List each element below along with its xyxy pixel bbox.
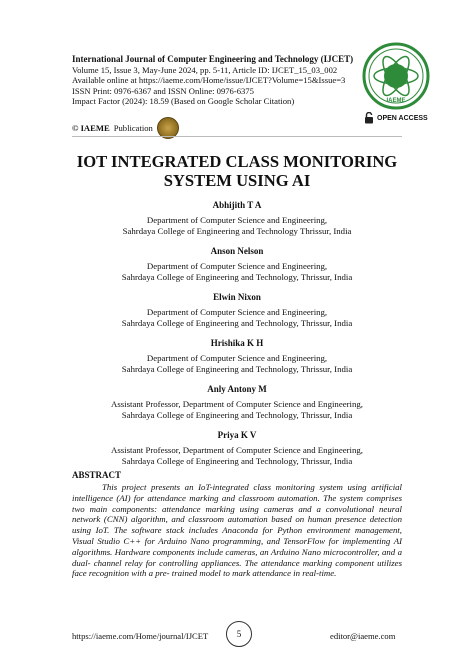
journal-name: International Journal of Computer Engineering and Technology (IJCET) xyxy=(72,54,354,64)
footer-journal-link[interactable]: https://iaeme.com/Home/journal/IJCET xyxy=(72,631,209,641)
impact-factor: Impact Factor (2024): 18.59 (Based on Google Scholar Citation) xyxy=(72,96,295,107)
author-name: Anson Nelson xyxy=(210,246,264,256)
title-line-2: SYSTEM USING AI xyxy=(163,171,311,190)
paper-title xyxy=(60,152,414,190)
author-affiliation: Assistant Professor, Department of Computer Science and Engineering, xyxy=(110,444,363,455)
issn-info: ISSN Print: 0976-6367 and ISSN Online: 0976-6375 xyxy=(72,85,254,96)
author-block xyxy=(60,200,414,246)
author-block xyxy=(60,338,414,384)
header-divider xyxy=(72,136,402,137)
available-online[interactable]: Available online at https://iaeme.com/Home/issue/IJCET?Volume=15&Issue=3 xyxy=(72,75,346,86)
author-affiliation: Sahrdaya College of Engineering and Technology, Thrissur, India xyxy=(121,271,353,282)
author-affiliation: Sahrdaya College of Engineering and Technology Thrissur, India xyxy=(122,225,352,236)
author-affiliation: Sahrdaya College of Engineering and Technology, Thrissur, India xyxy=(121,409,353,420)
author-block xyxy=(60,292,414,338)
volume-info: Volume 15, Issue 3, May-June 2024, pp. 5-11, Article ID: IJCET_15_03_002 xyxy=(72,64,338,75)
abstract-body: This project presents an IoT-integrated class monitoring system using artificial intelligence (AI) for attendance marking and classroom automation. The system comprises two main components: attendance marking using cameras and a convolutional neural network (CNN) algorithm, and classroom automation based on human presence detection using IoT. The software stack includes Anaconda for Python environment management, Visual Studio C++ for Arduino Nano programming, and TensorFlow for implementing AI algorithms. Hardware components include cameras, an Arduino Nano microcontroller, and a dual- channel relay for controlling appliances. The attendance marking component utilizes face recognition with a pre- trained model to mark attendance in real-time. xyxy=(72,482,402,579)
author-name: Hrishika K H xyxy=(210,338,264,348)
author-affiliation: Department of Computer Science and Engineering, xyxy=(146,260,328,271)
author-affiliation: Department of Computer Science and Engineering, xyxy=(146,214,328,225)
author-block xyxy=(60,384,414,430)
logo-text: IAEME xyxy=(386,98,406,104)
author-affiliation: Department of Computer Science and Engineering, xyxy=(146,306,328,317)
abstract-heading: ABSTRACT xyxy=(72,470,122,480)
publication-label: Publication xyxy=(113,123,153,133)
author-affiliation: Department of Computer Science and Engineering, xyxy=(146,352,328,363)
iaeme-logo-icon xyxy=(362,42,430,110)
author-name: Anly Antony M xyxy=(207,384,267,394)
copyright: © IAEME xyxy=(72,123,110,133)
author-name: Priya K V xyxy=(217,430,257,440)
author-affiliation: Sahrdaya College of Engineering and Technology, Thrissur, India xyxy=(121,363,353,374)
author-block xyxy=(60,246,414,292)
journal-header xyxy=(72,54,372,107)
author-name: Abhijith T A xyxy=(212,200,262,210)
author-name: Elwin Nixon xyxy=(213,292,261,302)
open-access-badge xyxy=(364,112,428,124)
author-affiliation: Sahrdaya College of Engineering and Technology, Thrissur, India xyxy=(121,317,353,328)
open-lock-icon xyxy=(364,112,374,124)
page-number: 5 xyxy=(226,621,252,647)
open-access-label: OPEN ACCESS xyxy=(377,114,428,122)
footer-email-link[interactable]: editor@iaeme.com xyxy=(330,631,396,641)
title-line-1: IOT INTEGRATED CLASS MONITORING xyxy=(76,152,398,171)
author-list xyxy=(60,200,414,476)
author-affiliation: Assistant Professor, Department of Computer Science and Engineering, xyxy=(110,398,363,409)
author-affiliation: Sahrdaya College of Engineering and Technology, Thrissur, India xyxy=(121,455,353,466)
